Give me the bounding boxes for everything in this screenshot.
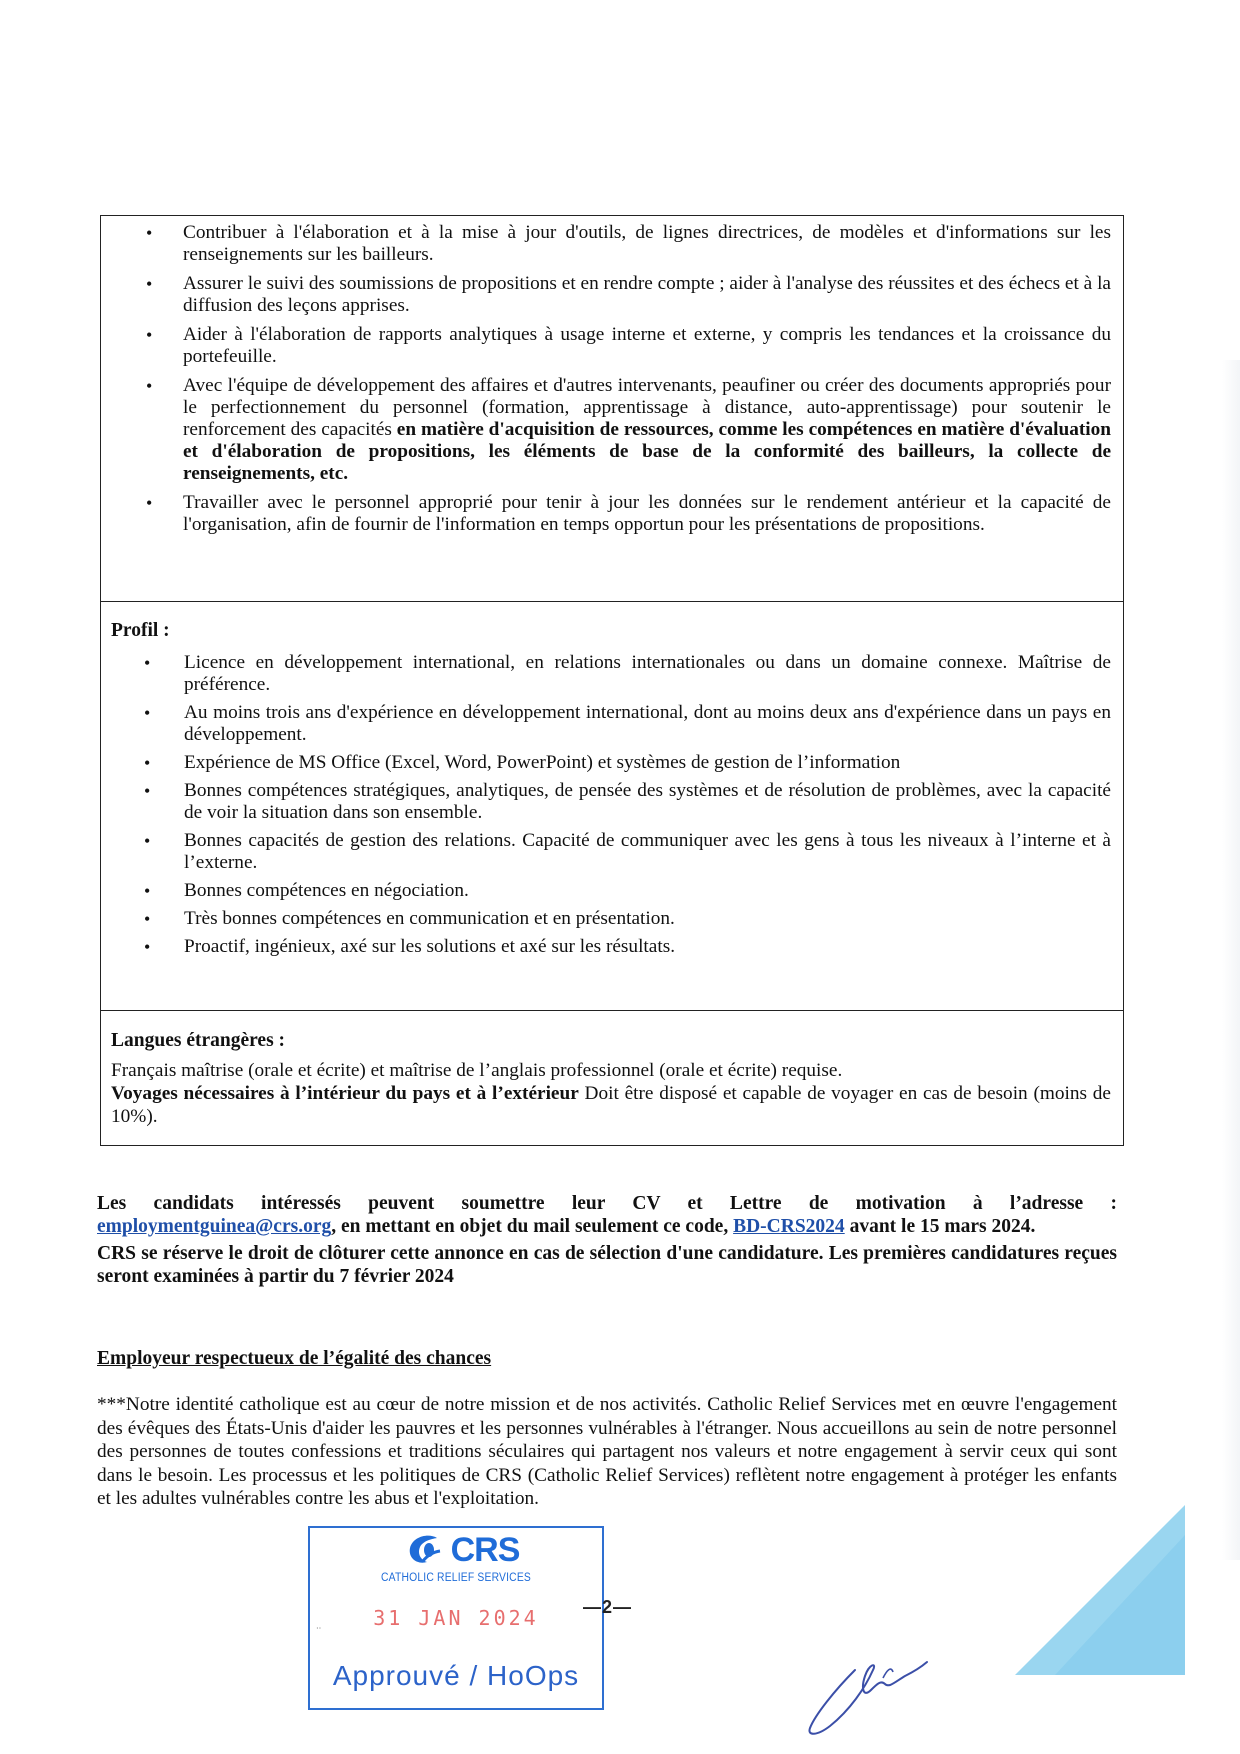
job-details-table — [100, 215, 1124, 1146]
crs-logo-icon — [407, 1534, 449, 1566]
eeo-heading: Employeur respectueux de l’égalité des chances — [97, 1348, 492, 1369]
org-name: CATHOLIC RELIEF SERVICES — [380, 1572, 532, 1584]
list-item — [183, 375, 1111, 485]
list-item: • Bonnes capacités de gestion des relations. Capacité de communiquer avec les gens à tous les niveaux à l’interne et à l’externe. — [184, 830, 1111, 874]
email-link[interactable]: employmentguinea@crs.org — [97, 1216, 332, 1237]
profile-list — [184, 652, 1111, 964]
responsibilities-section — [101, 216, 1123, 602]
list-item: • Au moins trois ans d'expérience en développement international, dont au moins deux ans d'expérience dans un pays en développement. — [184, 702, 1111, 746]
closing-note: CRS se réserve le droit de clôturer cette annonce en cas de sélection d'une candidature. Les premières candidatures reçues seront examinées à partir du 7 février 2024 — [97, 1243, 1117, 1287]
approval-text: Approuvé / HoOps — [332, 1660, 580, 1691]
list-item: • Très bonnes compétences en communication et en présentation. — [184, 908, 1111, 930]
crs-logo — [388, 1532, 538, 1568]
travel-text: Doit être disposé et capable de voyager en cas de besoin (moins de 10%). — [111, 1083, 1111, 1127]
apply-details — [97, 1215, 1117, 1238]
list-item: • Contribuer à l'élaboration et à la mise à jour d'outils, de lignes directrices, de modèles et d'informations sur les renseignements sur les bailleurs. — [183, 222, 1111, 266]
stamp-date: 31 JAN 2024 — [373, 1606, 539, 1630]
list-item: • Expérience de MS Office (Excel, Word, PowerPoint) et systèmes de gestion de l’information — [184, 752, 1111, 774]
page-number: —2— — [583, 1597, 633, 1617]
section-heading: Profil : — [111, 620, 170, 641]
apply-line: Les candidats intéressés peuvent soumettre leur CV et Lettre de motivation à l’adresse : — [97, 1193, 1117, 1214]
list-item: • Bonnes compétences stratégiques, analytiques, de pensée des systèmes et de résolution de problèmes, avec la capacité de voir la situation dans son ensemble. — [184, 780, 1111, 824]
stamp-mark: ·· — [316, 1624, 322, 1633]
travel-requirement — [111, 1082, 1111, 1128]
corner-triangle-decoration — [1015, 1505, 1195, 1685]
list-item: • Bonnes compétences en négociation. — [184, 880, 1111, 902]
list-item: • Licence en développement international, en relations internationales ou dans un domaine connexe. Maîtrise de préférence. — [184, 652, 1111, 696]
list-item: • Assurer le suivi des soumissions de propositions et en rendre compte ; aider à l'analyse des réussites et des échecs et à la diffusion des leçons apprises. — [183, 273, 1111, 317]
item-text-bold: en matière d'acquisition de ressources, comme les compétences en matière d'évaluation et d'élaboration de propositions, les éléments de base de la conformité des bailleurs, la collecte de renseignements, etc. — [183, 419, 1111, 484]
list-item: • Aider à l'élaboration de rapports analytiques à usage interne et externe, y compris les tendances et la croissance du portefeuille. — [183, 324, 1111, 368]
list-item: • Travailler avec le personnel approprié pour tenir à jour les données sur le rendement antérieur et la capacité de l'organisation, afin de fournir de l'information en temps opportun pour les présentations de propositions. — [183, 492, 1111, 536]
section-heading: Langues étrangères : — [111, 1030, 286, 1051]
languages-text: Français maîtrise (orale et écrite) et maîtrise de l’anglais professionnel (orale et écrite) requise. — [111, 1060, 843, 1081]
eeo-statement: ***Notre identité catholique est au cœur de notre mission et de nos activités. Catholic Relief Services met en œuvre l'engagement des évêques des États-Unis d'aider les pauvres et les personnes vulnérables à l'étranger. Nous accueillons au sein de notre personnel des personnes de toutes confessions et traditions séculaires qui partagent nos valeurs et notre engagement à servir ceux qui sont dans le besoin. Les processus et les politiques de CRS (Catholic Relief Services) reflètent notre engagement à protéger les enfants et les adultes vulnérables contre les abus et l'exploitation. — [97, 1394, 1117, 1509]
languages-section — [101, 1011, 1123, 1145]
reference-code-link[interactable]: BD-CRS2024 — [733, 1216, 845, 1237]
apply-text: , en mettant en objet du mail seulement ce code, — [331, 1216, 734, 1237]
list-item: • Proactif, ingénieux, axé sur les solutions et axé sur les résultats. — [184, 936, 1111, 958]
travel-bold: Voyages nécessaires à l’intérieur du pays et à l’extérieur — [111, 1083, 579, 1104]
profile-section — [101, 602, 1123, 1011]
apply-deadline: avant le 15 mars 2024. — [844, 1216, 1036, 1237]
approval-stamp — [308, 1526, 604, 1710]
application-instructions — [97, 1192, 1117, 1288]
responsibilities-list — [101, 216, 1123, 536]
logo-text: CRS — [450, 1530, 520, 1569]
item-text: Avec l'équipe de développement des affaires et d'autres intervenants, peaufiner ou créer des documents appropriés pour le perfectionnement du personnel (formation, apprentissage à distance, auto-apprentissage) pour soutenir le renforcement des capacités — [183, 375, 1111, 440]
signature-icon — [795, 1640, 945, 1740]
scan-edge-shade — [1222, 360, 1240, 1560]
